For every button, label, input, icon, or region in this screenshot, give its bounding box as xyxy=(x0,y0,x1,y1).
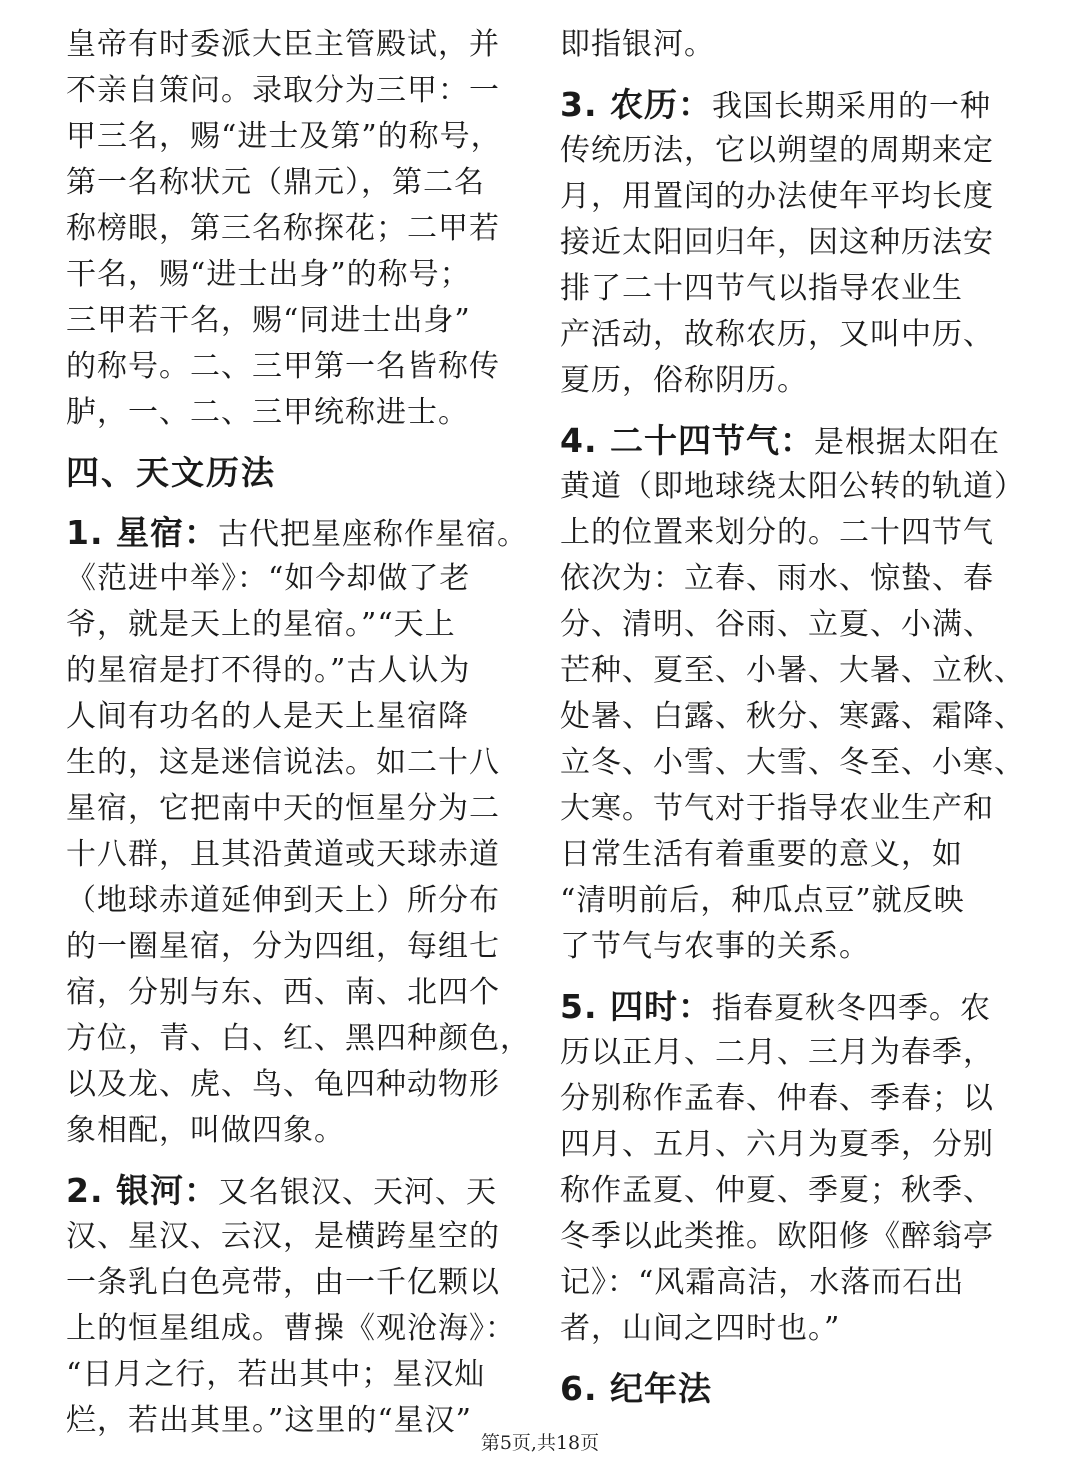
text-line: 生的，这是迷信说法。如二十八 xyxy=(66,745,500,780)
text-line: 排了二十四节气以指导农业生 xyxy=(560,271,963,306)
item-heading-jinianfa xyxy=(560,1366,1028,1412)
item-label: 1. 星宿： xyxy=(66,513,218,552)
item-first-line xyxy=(560,984,1028,1030)
text-line: 星宿，它把南中天的恒星分为二 xyxy=(66,791,500,826)
text-line: 第一名称状元（鼎元），第二名 xyxy=(66,165,485,200)
item-label: 6. 纪年法 xyxy=(560,1369,712,1408)
text-line: 《范进中举》：“如今却做了老 xyxy=(66,561,471,596)
text-line: 冬季以此类推。欧阳修《醉翁亭 xyxy=(560,1219,994,1254)
text-line: 夏历，俗称阴历。 xyxy=(560,363,808,398)
text-line: 上的恒星组成。曹操《观沧海》： xyxy=(66,1311,516,1346)
exam-paragraph xyxy=(66,22,526,436)
text-line: 烂，若出其里。”这里的“星汉” xyxy=(66,1403,473,1438)
text-line: 象相配，叫做四象。 xyxy=(66,1113,345,1148)
item-label: 3. 农历： xyxy=(560,85,712,124)
text-line: （地球赤道延伸到天上）所分布 xyxy=(66,883,500,918)
section-title: 四、天文历法 xyxy=(66,453,276,492)
text-line: 分、清明、谷雨、立夏、小满、 xyxy=(560,607,994,642)
text-line: 十八群，且其沿黄道或天球赤道 xyxy=(66,837,500,872)
text-line: 的一圈星宿，分为四组，每组七 xyxy=(66,929,500,964)
text-line: 记》：“风霜高洁，水落而石出 xyxy=(560,1265,965,1300)
page-number-footer: 第5页,共18页 xyxy=(480,1432,600,1454)
item-sishi xyxy=(560,984,1028,1352)
text-line: 一条乳白色亮带，由一千亿颗以 xyxy=(66,1265,500,1300)
item-text: 又名银汉、天河、天 xyxy=(218,1175,497,1210)
item-xingxiu xyxy=(66,510,531,1154)
item-text: 指春夏秋冬四季。农 xyxy=(712,991,991,1026)
text-line: 称作孟夏、仲夏、季夏；秋季、 xyxy=(560,1173,994,1208)
text-line: 称榜眼，第三名称探花；二甲若 xyxy=(66,211,500,246)
text-line: 日常生活有着重要的意义，如 xyxy=(560,837,963,872)
item-first-line xyxy=(560,82,1028,128)
item-label: 2. 银河： xyxy=(66,1171,218,1210)
text-line: 接近太阳回归年，因这种历法安 xyxy=(560,225,994,260)
item-first-line xyxy=(560,418,1028,464)
item-nongli xyxy=(560,82,1028,404)
text-line: 皇帝有时委派大臣主管殿试，并 xyxy=(66,27,500,62)
text-line: 不亲自策问。录取分为三甲：一 xyxy=(66,73,500,108)
text-line: 月，用置闰的办法使年平均长度 xyxy=(560,179,994,214)
item-label: 4. 二十四节气： xyxy=(560,421,814,460)
text-line: 分别称作孟春、仲春、季春；以 xyxy=(560,1081,994,1116)
text-line: 甲三名，赐“进士及第”的称号， xyxy=(66,119,502,154)
text-line: 干名，赐“进士出身”的称号； xyxy=(66,257,471,292)
text-line: 历以正月、二月、三月为春季， xyxy=(560,1035,994,1070)
item-text: 古代把星座称作星宿。 xyxy=(218,517,528,552)
item-first-line xyxy=(66,510,526,556)
text-line: 以及龙、虎、鸟、龟四种动物形 xyxy=(66,1067,500,1102)
text-line: 产活动，故称农历，又叫中历、 xyxy=(560,317,994,352)
item-first-line xyxy=(66,1168,526,1214)
item-text: 是根据太阳在 xyxy=(814,425,1000,460)
text-line: 的称号。二、三甲第一名皆称传 xyxy=(66,349,500,384)
text-line: 的星宿是打不得的。”古人认为 xyxy=(66,653,471,688)
continuation-line: 即指银河。 xyxy=(560,27,715,62)
text-line: 大寒。节气对于指导农业生产和 xyxy=(560,791,994,826)
text-line: 处暑、白露、秋分、寒露、霜降、 xyxy=(560,699,1025,734)
text-line: 宿，分别与东、西、南、北四个 xyxy=(66,975,500,1010)
text-line: 芒种、夏至、小暑、大暑、立秋、 xyxy=(560,653,1025,688)
text-line: 传统历法，它以朔望的周期来定 xyxy=(560,133,994,168)
text-line: 者，山间之四时也。” xyxy=(560,1311,841,1346)
text-line: 黄道（即地球绕太阳公转的轨道） xyxy=(560,469,1025,504)
item-yinhe xyxy=(66,1168,526,1444)
text-line: “日月之行，若出其中；星汉灿 xyxy=(66,1357,486,1392)
text-line: 依次为：立春、雨水、惊蛰、春 xyxy=(560,561,994,596)
text-line: “清明前后，种瓜点豆”就反映 xyxy=(560,883,965,918)
text-line: 四月、五月、六月为夏季，分别 xyxy=(560,1127,994,1162)
text-line: 胪，一、二、三甲统称进士。 xyxy=(66,395,469,430)
item-label: 5. 四时： xyxy=(560,987,712,1026)
text-line: 人间有功名的人是天上星宿降 xyxy=(66,699,469,734)
item-text: 我国长期采用的一种 xyxy=(712,89,991,124)
left-column xyxy=(66,22,531,1444)
text-line: 立冬、小雪、大雪、冬至、小寒、 xyxy=(560,745,1025,780)
text-line: 了节气与农事的关系。 xyxy=(560,929,870,964)
text-line: 爷，就是天上的星宿。”“天上 xyxy=(66,607,456,642)
item-jieqi xyxy=(560,418,1028,970)
text-line: 上的位置来划分的。二十四节气 xyxy=(560,515,994,550)
right-column xyxy=(560,22,1028,1412)
text-line: 方位，青、白、红、黑四种颜色， xyxy=(66,1021,531,1056)
text-line: 三甲若干名，赐“同进士出身” xyxy=(66,303,471,338)
text-line: 汉、星汉、云汉，是横跨星空的 xyxy=(66,1219,500,1254)
